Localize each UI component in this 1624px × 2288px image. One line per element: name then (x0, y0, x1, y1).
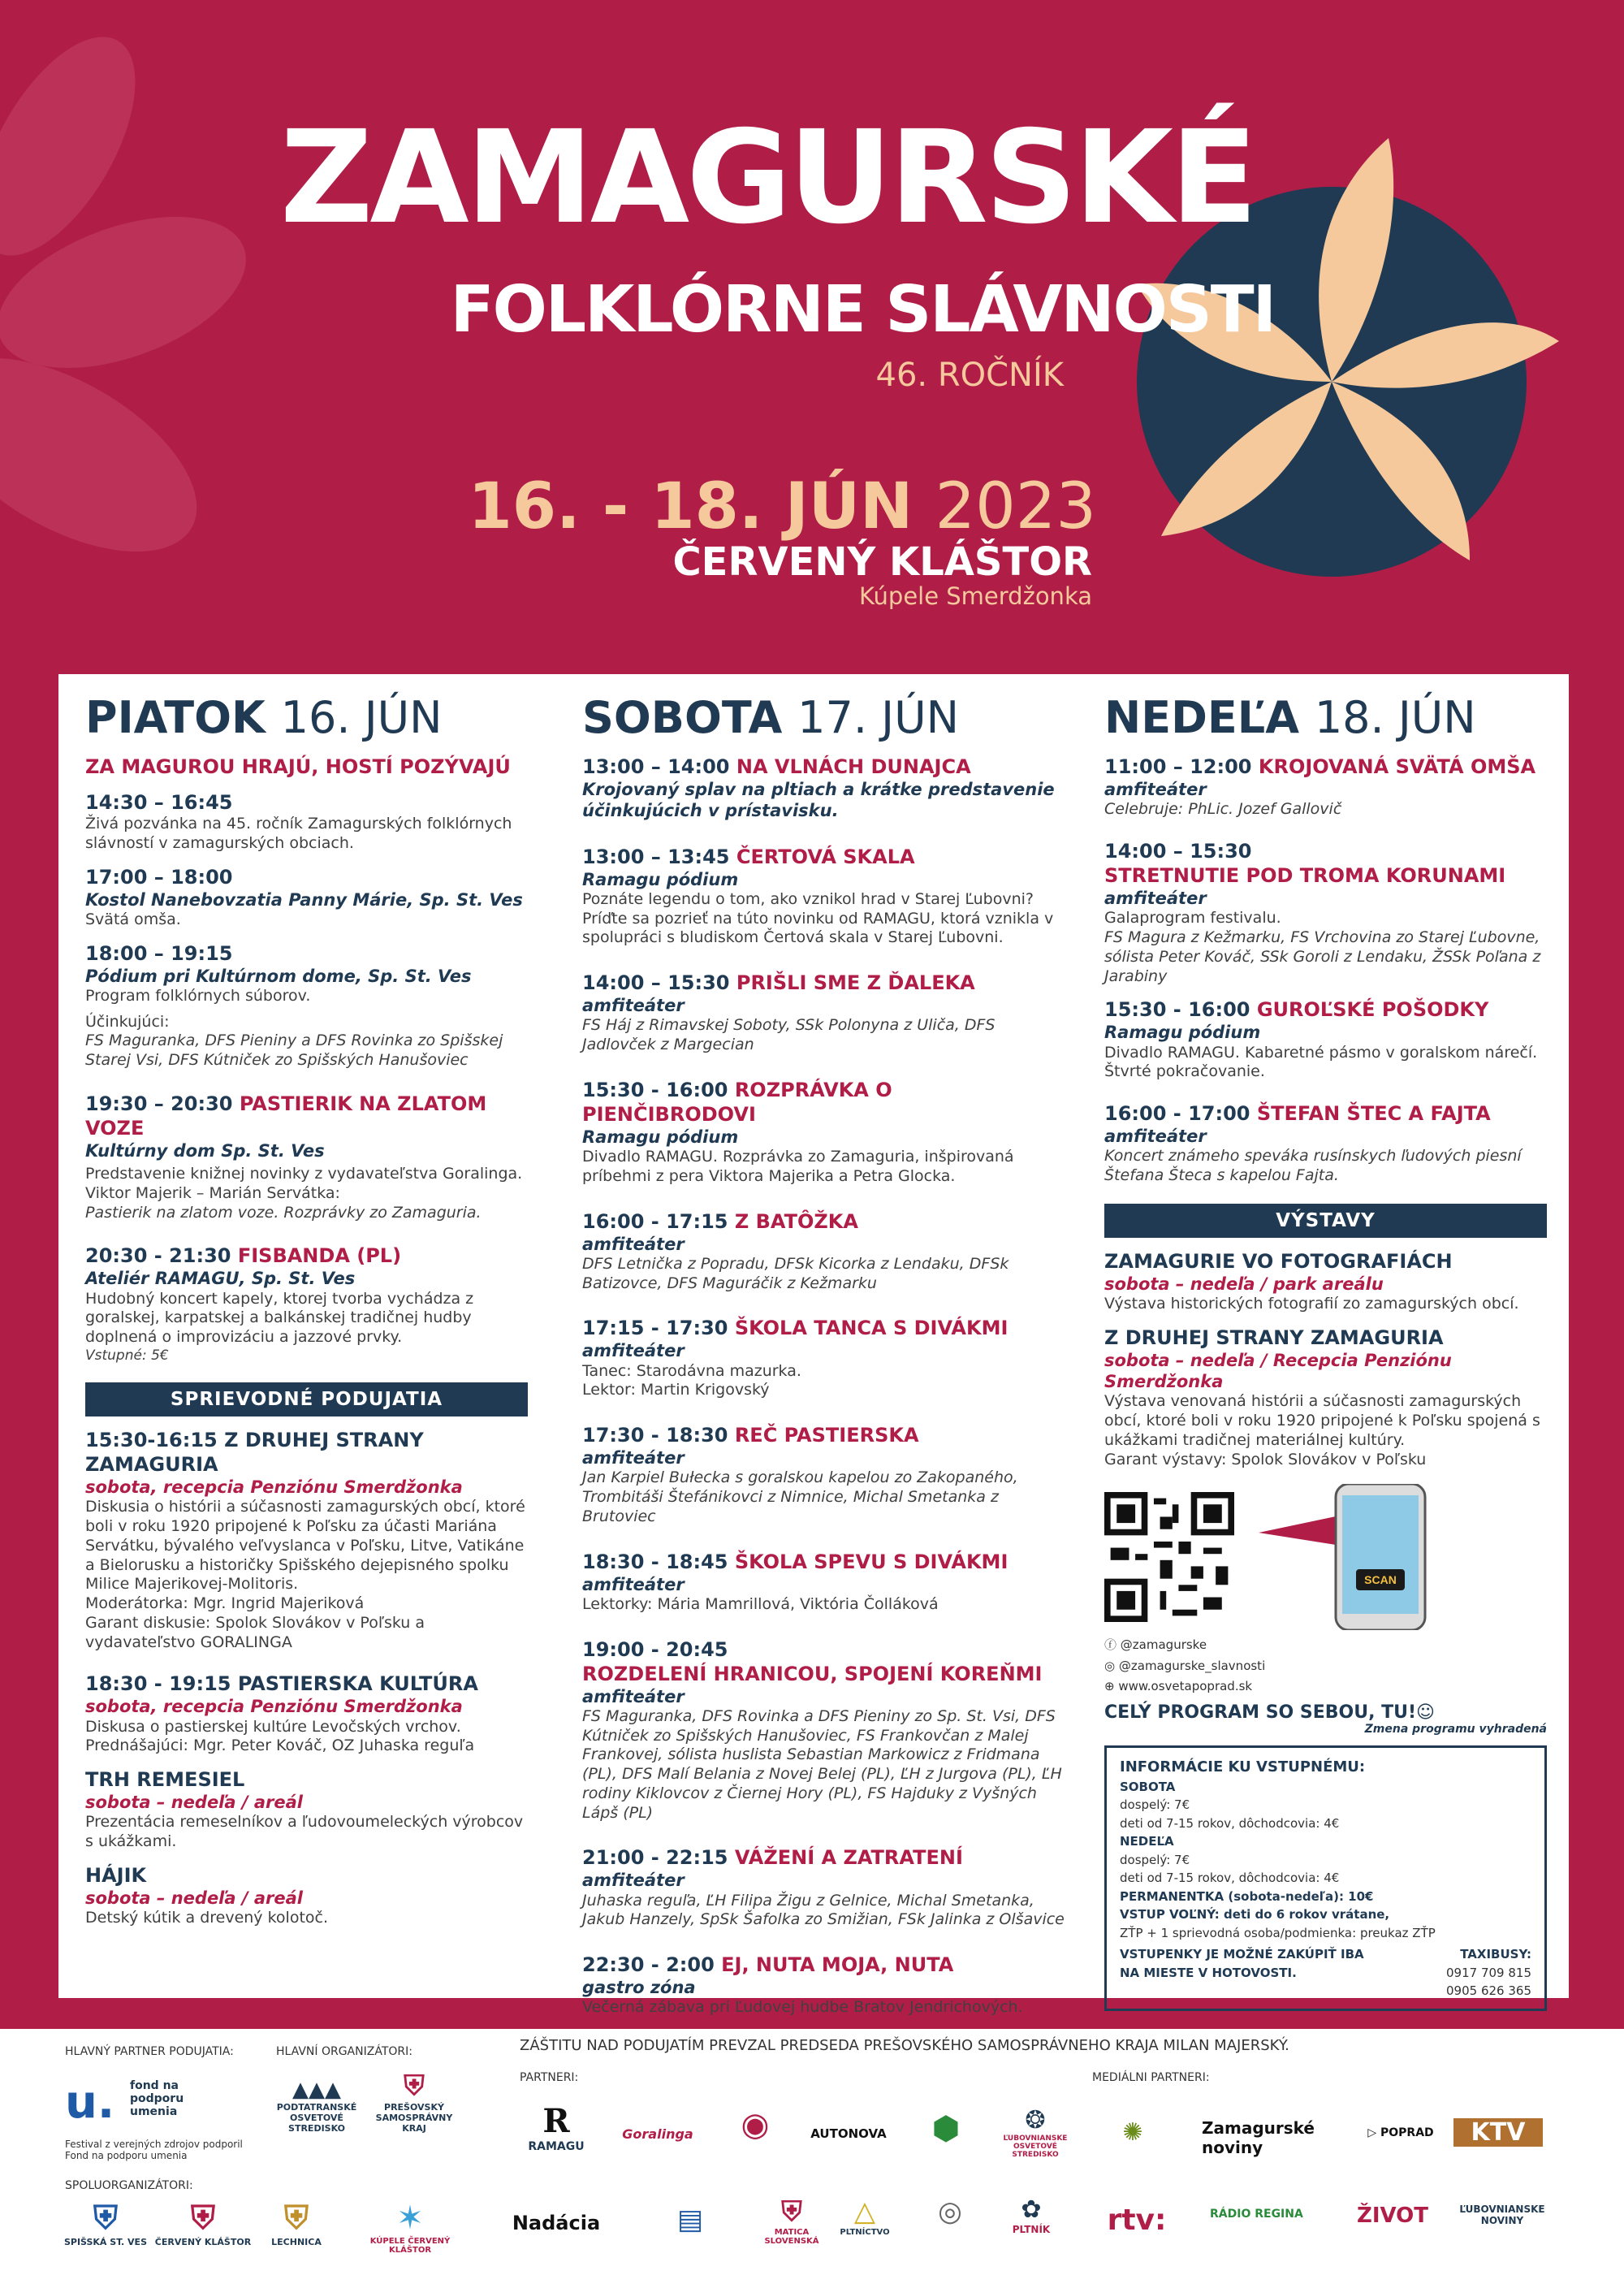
event-time: 16:00 - 17:00 (1104, 1102, 1250, 1125)
event-time: 15:30 - 16:00 (582, 1078, 728, 1101)
partner-logo (828, 2195, 901, 2237)
web-link[interactable] (1104, 1676, 1547, 1698)
event-place: sobota – nedeľa / areál (85, 1793, 303, 1812)
event-desc: Hudobný koncert kapely, ktorej tvorba vychádza z goralskej, karpatskej a balkánskej tradičnej hudby doplnená o improvizáciu a jazzové prvky. (85, 1289, 474, 1346)
event-desc: Pastierik na zlatom voze. Rozprávky zo Zamaguria. (85, 1203, 482, 1222)
coorganizers-label: SPOLUORGANIZÁTORI: (65, 2179, 193, 2192)
event-desc: DFS Letnička z Popradu, DFSk Kicorka z Lendaku, DFSk Batizovce, DFS Maguráčik z Kežmarku (582, 1254, 1009, 1292)
event-place: amfiteáter (582, 1686, 685, 1706)
event-desc: Lektor: Martin Krigovský (582, 1381, 770, 1399)
event-time: 19:30 – 20:30 (85, 1092, 233, 1115)
web-url: www.osvetapoprad.sk (1118, 1679, 1253, 1694)
media-logo: ▷ POPRAD (1367, 2126, 1434, 2139)
side-events-band: SPRIEVODNÉ PODUJATIA (85, 1382, 528, 1416)
coorg-logo (154, 2199, 252, 2247)
partner-name: RAMAGU (528, 2140, 585, 2153)
event-time: 19:00 - 20:45 (582, 1637, 728, 1661)
event (85, 1243, 528, 1365)
event-title: PASTIERIK NA ZLATOM VOZE (85, 1092, 487, 1140)
event (582, 845, 1069, 949)
event (582, 1423, 1069, 1527)
event-desc: Program folklórnych súborov. (85, 986, 311, 1005)
event (1104, 1101, 1547, 1186)
program-change-note: Zmena programu vyhradená (1364, 1722, 1547, 1736)
flag-icon: ▤ (676, 2204, 704, 2236)
event (582, 1316, 1069, 1400)
ticket-price: dospelý: 7€ (1120, 1797, 1190, 1813)
taxibus-phone: 0905 626 365 (1446, 1983, 1531, 1999)
event-time: 18:00 – 19:15 (85, 941, 233, 965)
festival-subtitle: FOLKLÓRNE SLÁVNOSTI (450, 272, 1275, 347)
coorg-name: LECHNICA (271, 2237, 322, 2247)
media-logo: KTV (1453, 2118, 1543, 2147)
event-title: ŠKOLA SPEVU S DIVÁKMI (734, 1550, 1009, 1573)
event-place: amfiteáter (582, 1341, 685, 1361)
sponsor-footer (0, 2029, 1624, 2288)
emblem-icon: ◎ (938, 2195, 962, 2228)
ticket-pass: PERMANENTKA (sobota-nedeľa): 10€ (1120, 1888, 1374, 1904)
event-title: HÁJIK (85, 1863, 147, 1887)
media-logo: rtv: (1107, 2204, 1167, 2237)
event-desc: Večerná zábava pri Ľudovej hudbe Bratov Jendrichových. (582, 1998, 1023, 2017)
event-desc: Výstava venovaná histórii a súčasnosti zamagurských obcí, ktoré boli v roku 1920 pripojené k Poľsku spojená s ukážkami tradičnej materiálnej kultúry. (1104, 1392, 1540, 1449)
event-place: Pódium pri Kultúrnom dome, Sp. St. Ves (85, 966, 472, 986)
event (1104, 1326, 1547, 1470)
event (85, 1092, 528, 1223)
event-desc: Koncert známeho speváka rusínskych ľudových piesní Štefana Šteca s kapelou Fajta. (1104, 1147, 1522, 1184)
event-title: ČERTOVÁ SKALA (736, 845, 915, 868)
event-place: amfiteáter (1104, 889, 1207, 908)
event-place: Ramagu pódium (582, 869, 739, 889)
day-heading-saturday: SOBOTA 17. JÚN (582, 692, 959, 743)
media-name: POPRAD (1380, 2126, 1434, 2139)
event (582, 1953, 1069, 2018)
organizers-label: HLAVNÍ ORGANIZÁTORI: (276, 2045, 412, 2058)
event (85, 865, 528, 930)
jarmok-icon: ✺ (1122, 2118, 1143, 2147)
fpu-logo-icon: u. (65, 2076, 115, 2129)
event-time: 17:30 - 18:30 (582, 1424, 728, 1447)
event-desc: Garant diskusie: Spolok Slovákov v Poľsku a vydavateľstvo GORALINGA (85, 1613, 425, 1651)
event-desc: Galaprogram festivalu. (1104, 909, 1281, 928)
event-desc: Prezentácia remeselníkov a ľudovoumeleckých výrobcov s ukážkami. (85, 1813, 524, 1850)
event-place: amfiteáter (582, 1234, 685, 1254)
program-panel (58, 674, 1569, 2017)
psk-crest-icon: ⛨ (404, 2070, 425, 2102)
event-place: sobota, recepcia Penziónu Smerdžonka (85, 1477, 463, 1497)
instagram-link[interactable] (1104, 1656, 1547, 1677)
event-time: 15:30 - 16:00 (1104, 998, 1250, 1022)
event (582, 1637, 1069, 1823)
event-place: gastro zóna (582, 1978, 696, 1997)
event-desc: Prednášajúci: Mgr. Peter Kováč, OZ Juhaska reguľa (85, 1737, 475, 1755)
event (85, 1428, 528, 1652)
facebook-link[interactable] (1104, 1635, 1547, 1656)
event-place: sobota – nedeľa / Recepcia Penziónu Smerdžonka (1104, 1350, 1452, 1391)
event-desc: Divadlo RAMAGU. Kabaretné pásmo v goralskom nárečí. Štvrté pokračovanie. (1104, 1043, 1538, 1081)
event-place: amfiteáter (582, 1448, 685, 1468)
event-desc: Moderátorka: Mgr. Ingrid Majeriková (85, 1594, 365, 1612)
partner-name: PLTNÍK (1012, 2224, 1051, 2235)
event (582, 1209, 1069, 1294)
poster-header (0, 0, 1624, 674)
event-desc: Vstupné: 5€ (85, 1347, 169, 1364)
event-place: Ramagu pódium (1104, 1023, 1261, 1043)
event-place: amfiteáter (1104, 780, 1207, 799)
facebook-icon: ⓕ (1104, 1637, 1117, 1653)
event-time: 15:30-16:15 (85, 1429, 218, 1451)
circle-seal-icon: ◉ (741, 2106, 770, 2143)
event (582, 1078, 1069, 1187)
partner-logo (520, 2102, 593, 2153)
crest-icon: ⛨ (191, 2199, 215, 2237)
event-time: 14:30 – 16:45 (85, 791, 233, 814)
dates-text: 16. - 18. JÚN (468, 470, 914, 543)
event (85, 1672, 528, 1756)
media-partners-label: MEDIÁLNI PARTNERI: (1092, 2071, 1210, 2084)
crest-icon: ⛨ (93, 2199, 118, 2237)
partner-logo (991, 2106, 1080, 2159)
event-title: ŠKOLA TANCA S DIVÁKMI (734, 1317, 1009, 1340)
event-place: sobota – nedeľa / park areálu (1104, 1274, 1384, 1294)
partner-logo: Goralinga (622, 2126, 693, 2142)
event-desc: Juhaska reguľa, ĽH Filipa Žigu z Gelnice, Michal Smetanka, Jakub Hanzely, SpSk Šafolka zo Smižian, FSk Jalinka z Olšavice (582, 1891, 1065, 1929)
event (1104, 997, 1547, 1082)
event-time: 14:00 – 15:30 (582, 971, 730, 994)
coorg-name: SPIŠSKÁ ST. VES (63, 2237, 147, 2247)
event-title: PASTIERSKA KULTÚRA (237, 1672, 478, 1696)
event-desc: Viktor Majerik – Marián Servátka: (85, 1183, 340, 1202)
fpu-name: fond na podporu umenia (130, 2079, 184, 2118)
event-place: Kostol Nanebovzatia Panny Márie, Sp. St. Ves (85, 889, 523, 910)
event-title: TRH REMESIEL (85, 1768, 245, 1791)
lubovnianske-icon: ❂ (1025, 2106, 1046, 2134)
event (582, 755, 1069, 822)
fpu-note: Festival z verejných zdrojov podporil Fond na podporu umenia (65, 2139, 243, 2161)
globe-icon: ⊕ (1104, 1679, 1115, 1694)
scan-label: SCAN (1364, 1573, 1397, 1587)
event-title: PRIŠLI SME Z ĎALEKA (736, 971, 975, 994)
event-place: sobota – nedeľa / areál (85, 1888, 303, 1908)
event (1104, 1249, 1547, 1314)
matica-crest-icon: ⛨ (781, 2195, 802, 2228)
event-title: REČ PASTIERSKA (734, 1424, 919, 1447)
event-desc: Diskusia o histórii a súčasnosti zamagurských obcí, ktoré boli v roku 1920 pripojené k Poľsku za účasti Mariána Servátku, bývalého veľvyslanca v Poľsku, Litve, Vatikáne a Bielorusku a historičky Spišského dejepisného spolku Milice Majerikovej-Molitoris. (85, 1498, 525, 1594)
badge-icon: ⬢ (931, 2110, 961, 2147)
event-desc: FS Magura z Kežmarku, FS Vrchovina zo Starej Ľubovne, sólista Peter Kováč, SSk Goroli z Lendaku, ŽSSk Poľana z Jarabiny (1104, 928, 1541, 985)
festival-venue: Kúpele Smerdžonka (858, 582, 1092, 610)
event-title: ŠTEFAN ŠTEC A FAJTA (1256, 1102, 1491, 1125)
event (85, 1863, 528, 1928)
event-title: NA VLNÁCH DUNAJCA (736, 755, 971, 778)
partner-logo: Nadácia (512, 2212, 601, 2234)
coorg-logo (357, 2199, 463, 2255)
event-title: STRETNUTIE POD TROMA KORUNAMI (1104, 864, 1506, 887)
ticket-info-box (1104, 1745, 1547, 2011)
event-place: Kultúrny dom Sp. St. Ves (85, 1140, 325, 1161)
taxibus-label: TAXIBUSY: (1460, 1947, 1531, 1962)
event (1104, 839, 1547, 986)
coorg-name: ČERVENÝ KLÁŠTOR (154, 2237, 252, 2247)
event-desc: FS Maguranka, DFS Pieniny a DFS Rovinka zo Spišskej Starej Vsi, DFS Kútniček zo Spišských Hanušoviec (85, 1032, 503, 1069)
festival-title: ZAMAGURSKÉ (279, 103, 1255, 253)
event-time: 11:00 – 12:00 (1104, 755, 1252, 778)
event-time: 13:00 – 14:00 (582, 755, 730, 778)
pos-name: PODTATRANSKÉ OSVETOVÉ STREDISKO (276, 2102, 357, 2134)
ticket-price: deti od 7-15 rokov, dôchodcovia: 4€ (1120, 1815, 1340, 1831)
event-title: EJ, NUTA MOJA, NUTA (721, 1953, 954, 1976)
ticket-price: dospelý: 7€ (1120, 1852, 1190, 1867)
day-heading-sunday: NEDEĽA 18. JÚN (1104, 692, 1476, 743)
event-desc: Detský kútik a drevený kolotoč. (85, 1909, 329, 1927)
event-place: amfiteáter (582, 996, 685, 1015)
event-desc: Výstava historických fotografií zo zamagurských obcí. (1104, 1295, 1519, 1313)
social-links (1104, 1635, 1547, 1698)
event-desc: Lektorky: Mária Mamrillová, Viktória Čolláková (582, 1594, 939, 1613)
day-heading-friday: PIATOK 16. JÚN (85, 692, 443, 743)
ramagu-icon: R (542, 2102, 570, 2140)
event-time: 18:30 - 18:45 (582, 1550, 728, 1573)
ticket-day: NEDEĽA (1120, 1834, 1174, 1849)
psk-logo (374, 2070, 455, 2134)
event-time: 20:30 - 21:30 (85, 1244, 231, 1268)
media-logo: ŽIVOT (1356, 2204, 1429, 2228)
event (1104, 755, 1547, 820)
event-title: GUROĽSKÉ POŠODKY (1256, 998, 1489, 1022)
media-logo: RÁDIO REGINA (1210, 2208, 1303, 2221)
event-desc: Poznáte legendu o tom, ako vznikol hrad v Starej Ľubovni? Príďte sa pozrieť na túto novinku od RAMAGU, ktorá vznikla v spolupráci s bludiskom Čertová skala v Starej Ľubovni. (582, 889, 1054, 947)
event-title: Z DRUHEJ STRANY ZAMAGURIA (1104, 1326, 1444, 1349)
main-partner-label: HLAVNÝ PARTNER PODUJATIA: (65, 2045, 234, 2058)
event-title: KROJOVANÁ SVÄTÁ OMŠA (1258, 755, 1536, 778)
psk-name: PREŠOVSKÝ SAMOSPRÁVNY KRAJ (375, 2102, 453, 2134)
festival-dates (0, 470, 1096, 543)
ticket-day: SOBOTA (1120, 1779, 1176, 1794)
event-desc: Tanec: Starodávna mazurka. (582, 1361, 801, 1380)
event-time: 21:00 - 22:15 (582, 1846, 728, 1870)
coorg-logo (57, 2199, 154, 2247)
instagram-icon: ◎ (1104, 1658, 1116, 1673)
carry-program-text: CELÝ PROGRAM SO SEBOU, TU!☺ (1104, 1702, 1435, 1723)
exhibitions-band: VÝSTAVY (1104, 1204, 1547, 1238)
phone-scan-icon (1259, 1484, 1429, 1630)
partner-name: ĽUBOVNIANSKE OSVETOVÉ STREDISKO (1003, 2134, 1068, 2159)
event-time: 16:00 - 17:15 (582, 1209, 728, 1233)
event-desc: Svätá omša. (85, 910, 181, 928)
event-desc: Predstavenie knižnej novinky z vydavateľstva Goralinga. (85, 1165, 523, 1183)
event (85, 1767, 528, 1852)
event-desc: FS Maguranka, DFS Rovinka a DFS Pieniny zo Sp. St. Vsi, DFS Kútniček zo Spišských Hanušoviec, FS Frankovčan z Malej Frankovej, sólista huslista Sebastian Markowicz z Fridmana (PL), DFS Malí Belania z Novej Belej (PL), ĽH z Jurgova (PL), ĽH rodiny Kiklovcov z Čiernej Hory (PL), FS Hajduky z Vyšných Lápš (PL) (582, 1706, 1062, 1822)
edition-label: 46. ROČNÍK (875, 357, 1064, 394)
qr-code-icon[interactable] (1104, 1492, 1234, 1622)
event-place: Krojovaný splav na pltiach a krátke predstavenie účinkujúcich v prístavisku. (582, 780, 1055, 821)
year-text: 2023 (935, 470, 1096, 543)
event-time: 22:30 - 2:00 (582, 1953, 715, 1976)
event (582, 971, 1069, 1055)
event-desc: Celebruje: PhLic. Jozef Gallovič (1104, 800, 1342, 819)
event-title: Z DRUHEJ STRANY ZAMAGURIA (85, 1429, 424, 1476)
event-title: VÁŽENÍ A ZATRATENÍ (734, 1846, 963, 1870)
event (582, 1845, 1069, 1930)
friday-column (85, 674, 528, 1928)
pltnik-icon: ✿ (1021, 2195, 1042, 2224)
ticket-info-title: INFORMÁCIE KU VSTUPNÉMU: (1120, 1758, 1366, 1775)
event-desc: Živá pozvánka na 45. ročník Zamagurských folklórnych slávností v zamagurských obciach. (85, 815, 512, 852)
partner-logo: AUTONOVA (810, 2126, 887, 2141)
ticket-free: VSTUP VOĽNÝ: deti do 6 rokov vrátane, (1120, 1907, 1390, 1923)
partners-label: PARTNERI: (520, 2071, 579, 2084)
saturday-column (582, 674, 1069, 2018)
event-desc: Garant výstavy: Spolok Slovákov v Poľsku (1104, 1450, 1427, 1468)
event-desc: Diskusa o pastierskej kultúre Levočských vrchov. (85, 1717, 461, 1736)
partner-name: MATICA SLOVENSKÁ (764, 2228, 819, 2246)
event-place: Ateliér RAMAGU, Sp. St. Ves (85, 1269, 356, 1289)
event-desc: Účinkujúci: (85, 1012, 170, 1031)
event-title: ZA MAGUROU HRAJÚ, HOSTÍ POZÝVAJÚ (85, 755, 511, 778)
event-title: ZAMAGURIE VO FOTOGRAFIÁCH (1104, 1249, 1453, 1273)
coorg-name: KÚPELE ČERVENÝ KLÁŠTOR (369, 2237, 451, 2255)
event-place: Ramagu pódium (582, 1127, 739, 1147)
taxibus-phone: 0917 709 815 (1446, 1965, 1531, 1980)
patronage-text: ZÁŠTITU NAD PODUJATÍM PREVZAL PREDSEDA PREŠOVSKÉHO SAMOSPRÁVNEHO KRAJA MILAN MAJERSKÝ. (520, 2037, 1289, 2054)
event-desc: FS Háj z Rimavskej Soboty, SSk Polonyna z Uliča, DFS Jadlovček z Margecian (582, 1016, 996, 1053)
event-title: Z BATÔŽKA (734, 1209, 858, 1233)
event-place: sobota, recepcia Penziónu Smerdžonka (85, 1697, 463, 1717)
event (85, 941, 528, 1070)
pltnictvo-icon: △ (853, 2195, 876, 2228)
event-desc: Divadlo RAMAGU. Rozprávka zo Zamaguria, inšpirovaná príbehmi z pera Viktora Majerika a Petra Glocka. (582, 1148, 1014, 1185)
event-title: ROZDELENÍ HRANICOU, SPOJENÍ KOREŇMI (582, 1662, 1043, 1685)
festival-location: ČERVENÝ KLÁŠTOR (672, 539, 1092, 585)
crest-icon: ⛨ (284, 2199, 309, 2237)
instagram-handle: @zamagurske_slavnosti (1118, 1658, 1266, 1673)
partner-name: PLTNÍCTVO (840, 2228, 890, 2237)
event-place: amfiteáter (1104, 1127, 1207, 1146)
ticket-free: ZŤP + 1 sprievodná osoba/podmienka: preukaz ZŤP (1120, 1925, 1436, 1940)
event-time: 17:15 - 17:30 (582, 1317, 728, 1340)
facebook-handle: @zamagurske (1120, 1637, 1207, 1653)
event-time: 18:30 - 19:15 (85, 1672, 231, 1696)
qr-section (1104, 1484, 1547, 1630)
event-title: FISBANDA (PL) (237, 1244, 402, 1268)
ticket-price: deti od 7-15 rokov, dôchodcovia: 4€ (1120, 1871, 1340, 1886)
event (85, 790, 528, 854)
coorg-logo (252, 2199, 341, 2247)
event-place: amfiteáter (582, 1871, 685, 1891)
partner-logo (991, 2195, 1072, 2235)
event-time: 14:00 – 15:30 (1104, 840, 1252, 863)
media-logo: Zamagurské noviny (1202, 2118, 1315, 2157)
pos-icon: ▲▲▲ (292, 2078, 341, 2102)
event-title: ROZPRÁVKA O PIENČIBRODOVI (582, 1078, 892, 1126)
bird-icon: ✶ (396, 2199, 424, 2237)
event-place: amfiteáter (582, 1574, 685, 1594)
event (582, 1550, 1069, 1615)
media-logo: ĽUBOVNIANSKE NOVINY (1459, 2204, 1545, 2226)
event-time: 17:00 – 18:00 (85, 865, 233, 889)
sunday-column (1104, 674, 1547, 2011)
event-time: 13:00 – 13:45 (582, 845, 730, 868)
pos-logo (268, 2078, 365, 2134)
ticket-purchase-note: VSTUPENKY JE MOŽNÉ ZAKÚPIŤ IBA NA MIESTE V HOTOVOSTI. (1120, 1947, 1364, 1980)
partner-logo (755, 2195, 828, 2246)
event-desc: Jan Karpiel Bułecka s goralskou kapelou zo Zakopaného, Trombitáši Štefánikovci z Nimnice, Michal Smetanka z Brutoviec (582, 1468, 1018, 1525)
